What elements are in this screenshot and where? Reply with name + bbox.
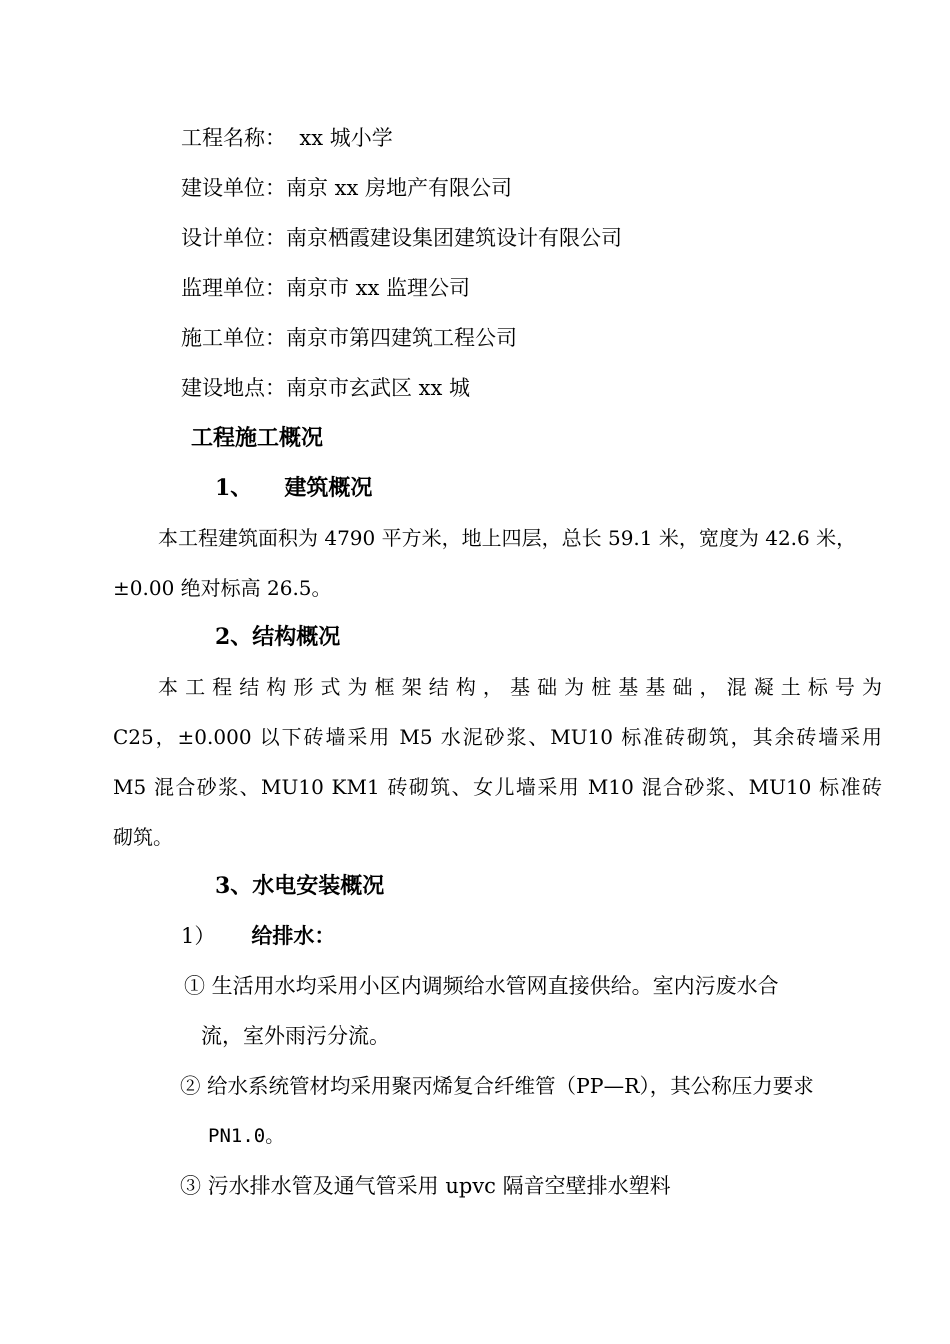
info-label: 监理单位： [181, 276, 286, 300]
info-label: 施工单位： [181, 326, 286, 350]
info-label: 建设单位： [181, 176, 286, 200]
info-project-name [181, 124, 393, 152]
info-value: 南京栖霞建设集团建筑设计有限公司 [286, 226, 622, 250]
section2-heading: 2、结构概况 [215, 624, 341, 650]
subsection-water-heading [181, 922, 335, 950]
section2-paragraph-line1: 本工程结构形式为框架结构，基础为桩基基础，混凝土标号为 [158, 675, 882, 699]
info-label: 工程名称： [181, 126, 286, 150]
section3-heading: 3、水电安装概况 [215, 873, 385, 899]
item1-line2: 流，室外雨污分流。 [201, 1024, 390, 1048]
info-value: xx 城小学 [286, 126, 393, 150]
section1-number: 1、 [215, 475, 253, 501]
info-design-unit [181, 224, 622, 252]
info-construction-unit [181, 174, 512, 202]
subsection-title: 给排水： [251, 923, 336, 948]
item2-line2: PN1.0。 [208, 1125, 285, 1147]
section1-heading [215, 474, 372, 502]
info-label: 设计单位： [181, 226, 286, 250]
section1-title: 建筑概况 [284, 475, 373, 501]
section2-paragraph-line3: M5 混合砂浆、MU10 KM1 砖砌筑、女儿墙采用 M10 混合砂浆、MU10 标准砖 [113, 775, 882, 799]
info-value: 南京市第四建筑工程公司 [286, 326, 517, 350]
item1-line1: ① 生活用水均采用小区内调频给水管网直接供给。室内污废水合 [184, 974, 779, 998]
item2-line1: ② 给水系统管材均采用聚丙烯复合纤维管（PP—R），其公称压力要求 [180, 1074, 814, 1098]
info-label: 建设地点： [181, 376, 286, 400]
section1-paragraph-line2: ±0.00 绝对标高 26.5。 [113, 576, 332, 600]
item3-line1: ③ 污水排水管及通气管采用 upvc 隔音空壁排水塑料 [180, 1174, 671, 1198]
overview-heading: 工程施工概况 [191, 425, 324, 451]
section2-paragraph-line2: C25，±0.000 以下砖墙采用 M5 水泥砂浆、MU10 标准砖砌筑，其余砖墙采用 [113, 725, 882, 749]
info-value: 南京 xx 房地产有限公司 [286, 176, 513, 200]
section2-paragraph-line4: 砌筑。 [113, 825, 173, 849]
info-value: 南京市 xx 监理公司 [286, 276, 471, 300]
subsection-number: 1） [181, 924, 216, 948]
section1-paragraph-line1: 本工程建筑面积为 4790 平方米，地上四层，总长 59.1 米，宽度为 42.6 米， [158, 526, 857, 550]
info-contractor [181, 324, 517, 352]
info-location [181, 374, 470, 402]
info-value: 南京市玄武区 xx 城 [286, 376, 471, 400]
info-supervision-unit [181, 274, 470, 302]
